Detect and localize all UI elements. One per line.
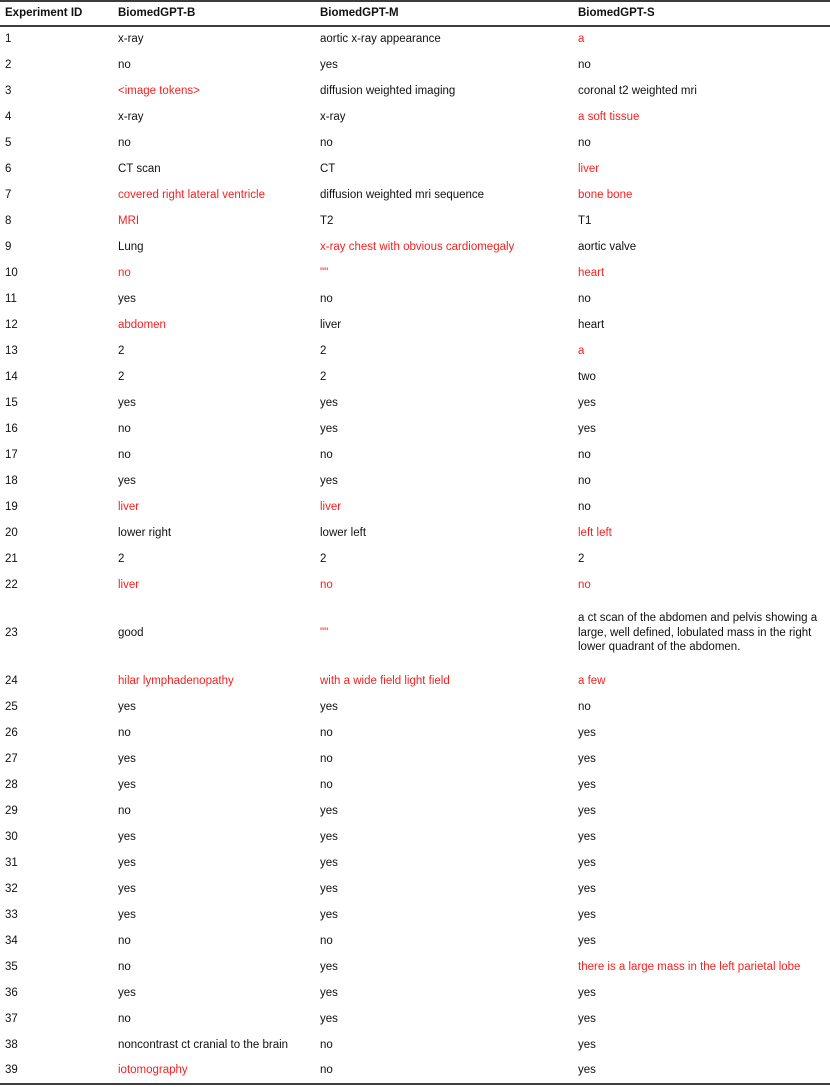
answer-cell: coronal t2 weighted mri: [578, 84, 697, 97]
answer-cell: yes: [320, 960, 338, 973]
experiment-id-cell: 28: [5, 778, 18, 791]
answer-cell: no: [320, 726, 333, 739]
experiment-id-cell: 37: [5, 1012, 18, 1025]
answer-cell: heart: [578, 266, 605, 279]
answer-cell: no: [118, 448, 131, 461]
answer-cell: yes: [118, 778, 136, 791]
answer-cell: yes: [118, 292, 136, 305]
table-row: [0, 312, 830, 338]
answer-cell: no: [578, 578, 591, 591]
experiment-id-cell: 1: [5, 33, 12, 46]
answer-cell: x-ray: [118, 110, 144, 123]
answer-cell: yes: [578, 908, 596, 921]
answer-cell: lower right: [118, 526, 172, 539]
experiment-id-cell: 3: [5, 84, 12, 97]
answer-cell: yes: [578, 752, 596, 765]
experiment-id-cell: 25: [5, 700, 18, 713]
table-row: [0, 390, 830, 416]
column-header-biomedgpt-b: BiomedGPT-B: [118, 7, 196, 19]
experiment-id-cell: 20: [5, 526, 18, 539]
answer-cell: yes: [118, 908, 136, 921]
answer-cell: a: [578, 33, 585, 46]
answer-cell: a: [578, 344, 585, 357]
answer-cell: liver: [118, 500, 140, 513]
table-row: [0, 442, 830, 468]
answer-cell: yes: [118, 986, 136, 999]
table-row: [0, 130, 830, 156]
answer-cell: CT: [320, 162, 336, 175]
table-row: [0, 668, 830, 694]
answer-cell: yes: [320, 856, 338, 869]
experiment-id-cell: 5: [5, 136, 12, 149]
table-row: [0, 104, 830, 130]
table-row: [0, 26, 830, 52]
answer-cell: CT scan: [118, 162, 161, 175]
column-header-biomedgpt-s: BiomedGPT-S: [578, 7, 655, 19]
answer-cell: "": [320, 626, 329, 639]
answer-cell: aortic x-ray appearance: [320, 33, 441, 46]
answer-cell: x-ray: [320, 110, 346, 123]
answer-cell: yes: [118, 882, 136, 895]
experiment-id-cell: 34: [5, 934, 18, 947]
answer-cell: no: [320, 778, 333, 791]
experiment-id-cell: 23: [5, 626, 18, 639]
answer-cell: yes: [578, 1012, 596, 1025]
answer-cell: no: [320, 448, 333, 461]
answer-cell: x-ray: [118, 33, 144, 46]
experiment-id-cell: 31: [5, 856, 18, 869]
answer-cell: yes: [320, 908, 338, 921]
answer-cell: yes: [578, 856, 596, 869]
answer-cell: diffusion weighted mri sequence: [320, 188, 485, 201]
answer-cell: yes: [118, 474, 136, 487]
answer-cell: no: [320, 752, 333, 765]
answer-cell: liver: [320, 318, 342, 331]
answer-cell: no: [578, 700, 591, 713]
answer-cell: no: [320, 934, 333, 947]
answer-cell: yes: [320, 396, 338, 409]
table-row: [0, 208, 830, 234]
table-row: [0, 798, 830, 824]
answer-cell: good: [118, 626, 144, 639]
experiment-id-cell: 39: [5, 1064, 18, 1077]
answer-cell: no: [320, 578, 333, 591]
table-row: [0, 1058, 830, 1084]
answer-cell: yes: [578, 778, 596, 791]
answer-cell: yes: [578, 396, 596, 409]
table-row: [0, 902, 830, 928]
answer-cell: covered right lateral ventricle: [118, 188, 266, 201]
answer-cell: x-ray chest with obvious cardiomegaly: [320, 240, 515, 253]
answer-cell: yes: [320, 422, 338, 435]
answer-cell: MRI: [118, 214, 140, 227]
answer-cell: there is a large mass in the left parietal lobe: [578, 960, 801, 973]
answer-cell: no: [118, 58, 131, 71]
table-body: [0, 26, 830, 1084]
experiment-id-cell: 2: [5, 58, 12, 71]
answer-cell: yes: [578, 1064, 596, 1077]
experiment-id-cell: 35: [5, 960, 18, 973]
experiment-id-cell: 4: [5, 110, 12, 123]
table-row: [0, 338, 830, 364]
experiment-id-cell: 19: [5, 500, 18, 513]
answer-cell: yes: [578, 726, 596, 739]
answer-cell: 2: [118, 552, 125, 565]
answer-cell: "": [320, 266, 329, 279]
table-row: [0, 234, 830, 260]
table-row: [0, 694, 830, 720]
table-row: [0, 78, 830, 104]
column-header-biomedgpt-m: BiomedGPT-M: [320, 7, 399, 19]
answer-cell: bone bone: [578, 188, 633, 201]
answer-cell: no: [118, 934, 131, 947]
experiment-id-cell: 16: [5, 422, 18, 435]
answer-cell: <image tokens>: [118, 84, 200, 97]
answer-cell: no: [578, 58, 591, 71]
experiment-id-cell: 24: [5, 674, 18, 687]
table-row: [0, 572, 830, 598]
experiment-id-cell: 36: [5, 986, 18, 999]
answer-cell: Lung: [118, 240, 144, 253]
answer-cell: two: [578, 370, 596, 383]
answer-cell: a soft tissue: [578, 110, 640, 123]
answer-cell: liver: [118, 578, 140, 591]
table-row: [0, 364, 830, 390]
answer-cell: 2: [320, 344, 327, 357]
answer-cell: noncontrast ct cranial to the brain: [118, 1038, 289, 1051]
table-row: [0, 1006, 830, 1032]
answer-cell: no: [578, 500, 591, 513]
experiment-id-cell: 10: [5, 266, 18, 279]
answer-cell: diffusion weighted imaging: [320, 84, 456, 97]
answer-cell: liver: [578, 162, 600, 175]
table-row: [0, 494, 830, 520]
table-row: [0, 720, 830, 746]
answer-cell: liver: [320, 500, 342, 513]
experiment-id-cell: 15: [5, 396, 18, 409]
experiment-id-cell: 13: [5, 344, 18, 357]
table-row: [0, 286, 830, 312]
answer-cell: T1: [578, 214, 592, 227]
experiment-id-cell: 30: [5, 830, 18, 843]
answer-cell: hilar lymphadenopathy: [118, 674, 234, 687]
answer-cell: 2: [320, 552, 327, 565]
answer-cell: 2: [578, 552, 585, 565]
answer-cell: yes: [118, 752, 136, 765]
answer-cell: no: [320, 292, 333, 305]
table-row: [0, 746, 830, 772]
answer-cell: a few: [578, 674, 606, 687]
answer-cell: no: [118, 266, 131, 279]
answer-cell: yes: [320, 882, 338, 895]
answer-cell: yes: [578, 882, 596, 895]
answer-cell: yes: [118, 830, 136, 843]
experiment-id-cell: 14: [5, 370, 18, 383]
experiment-id-cell: 38: [5, 1038, 18, 1051]
table-row: [0, 260, 830, 286]
experiment-id-cell: 32: [5, 882, 18, 895]
table-row: [0, 598, 830, 668]
answer-cell: yes: [320, 830, 338, 843]
answer-cell: no: [578, 448, 591, 461]
experiment-id-cell: 12: [5, 318, 18, 331]
answer-cell: yes: [320, 700, 338, 713]
answer-cell: yes: [118, 700, 136, 713]
answer-cell: 2: [320, 370, 327, 383]
answer-cell: yes: [578, 422, 596, 435]
answer-cell: no: [320, 1038, 333, 1051]
answer-cell: no: [320, 1064, 333, 1077]
answer-cell: abdomen: [118, 318, 166, 331]
answer-cell: yes: [320, 58, 338, 71]
answer-cell: no: [578, 292, 591, 305]
experiment-id-cell: 7: [5, 188, 12, 201]
answer-cell: no: [578, 474, 591, 487]
table-row: [0, 52, 830, 78]
table-row: [0, 1032, 830, 1058]
answer-cell: yes: [578, 986, 596, 999]
table-row: [0, 980, 830, 1006]
answer-cell: no: [118, 422, 131, 435]
answer-cell: no: [118, 726, 131, 739]
table-row: [0, 824, 830, 850]
table-row: [0, 416, 830, 442]
experiment-id-cell: 21: [5, 552, 18, 565]
answer-cell: left left: [578, 526, 612, 539]
table-row: [0, 156, 830, 182]
answer-cell: yes: [578, 934, 596, 947]
answer-cell: yes: [578, 1038, 596, 1051]
answer-cell: T2: [320, 214, 334, 227]
answer-cell: with a wide field light field: [320, 674, 450, 687]
answer-cell: lower left: [320, 526, 367, 539]
experiment-id-cell: 29: [5, 804, 18, 817]
table-row: [0, 772, 830, 798]
experiment-id-cell: 9: [5, 240, 12, 253]
experiment-id-cell: 22: [5, 578, 18, 591]
experiment-id-cell: 26: [5, 726, 18, 739]
table-row: [0, 876, 830, 902]
table-row: [0, 954, 830, 980]
table-row: [0, 182, 830, 208]
answer-cell: no: [118, 1012, 131, 1025]
answer-cell: yes: [320, 1012, 338, 1025]
answer-cell: yes: [578, 804, 596, 817]
experiment-id-cell: 18: [5, 474, 18, 487]
table-row: [0, 546, 830, 572]
answer-cell: heart: [578, 318, 605, 331]
answer-cell: aortic valve: [578, 240, 637, 253]
column-header-experiment-id: Experiment ID: [5, 7, 83, 19]
table-row: [0, 520, 830, 546]
answer-cell: no: [320, 136, 333, 149]
experiment-id-cell: 6: [5, 162, 12, 175]
answer-cell: yes: [578, 830, 596, 843]
experiment-id-cell: 33: [5, 908, 18, 921]
table-row: [0, 468, 830, 494]
answer-cell: yes: [118, 396, 136, 409]
experiment-id-cell: 8: [5, 214, 12, 227]
answer-cell: yes: [320, 474, 338, 487]
answer-cell: yes: [118, 856, 136, 869]
experiment-id-cell: 27: [5, 752, 18, 765]
answer-cell: yes: [320, 804, 338, 817]
answer-cell: yes: [320, 986, 338, 999]
table-row: [0, 850, 830, 876]
answer-cell: no: [118, 136, 131, 149]
answer-cell: iotomography: [118, 1064, 188, 1077]
answer-cell: a ct scan of the abdomen and pelvis showing a large, well defined, lobulated mass in the right lower quadrant of the abdomen.: [578, 612, 818, 654]
experiment-id-cell: 11: [5, 292, 17, 305]
answer-cell: no: [118, 960, 131, 973]
header-row: [0, 1, 830, 26]
answer-cell: no: [578, 136, 591, 149]
table-row: [0, 928, 830, 954]
answer-cell: 2: [118, 344, 125, 357]
answer-cell: no: [118, 804, 131, 817]
experiment-id-cell: 17: [5, 448, 18, 461]
answer-cell: 2: [118, 370, 125, 383]
